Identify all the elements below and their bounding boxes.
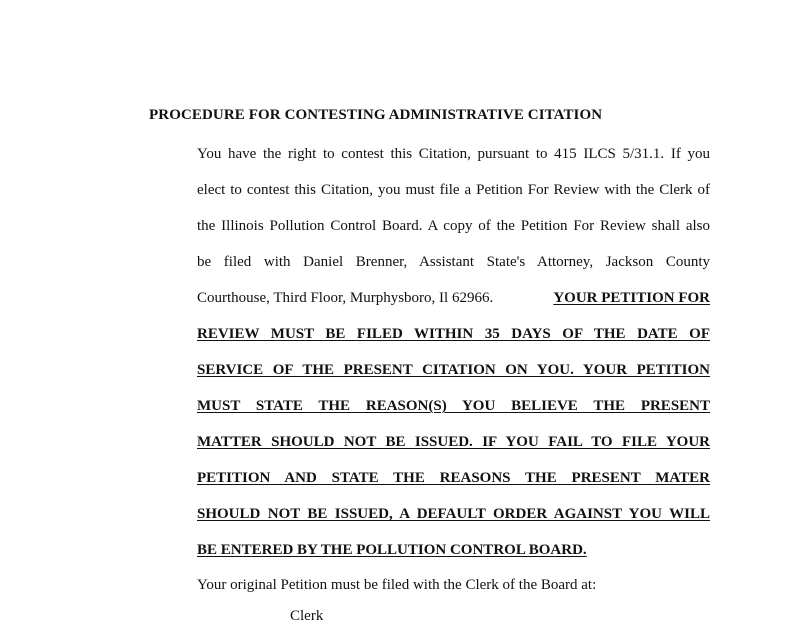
paragraph-line-1: You have the right to contest this Citation, pursuant to 415 ILCS 5/31.1. If you	[197, 146, 710, 162]
warning-line-1: REVIEW MUST BE FILED WITHIN 35 DAYS OF THE DATE OF	[197, 326, 710, 342]
warning-line-7: BE ENTERED BY THE POLLUTION CONTROL BOARD.	[197, 542, 587, 558]
warning-text-start: YOUR PETITION FOR	[553, 290, 710, 306]
paragraph-line-3: the Illinois Pollution Control Board. A copy of the Petition For Review shall also	[197, 218, 710, 234]
paragraph-line-4: be filed with Daniel Brenner, Assistant State's Attorney, Jackson County	[197, 254, 710, 270]
paragraph-line-5-plain: Courthouse, Third Floor, Murphysboro, Il 62966.	[197, 290, 494, 306]
closing-line: Your original Petition must be filed with the Clerk of the Board at:	[197, 577, 597, 593]
paragraph-line-2: elect to contest this Citation, you must file a Petition For Review with the Clerk of	[197, 182, 710, 198]
cut-off-line: Clerk	[290, 608, 324, 624]
section-heading: PROCEDURE FOR CONTESTING ADMINISTRATIVE CITATION	[149, 107, 603, 123]
warning-line-3: MUST STATE THE REASON(S) YOU BELIEVE THE PRESENT	[197, 398, 710, 414]
warning-line-5: PETITION AND STATE THE REASONS THE PRESENT MATER	[197, 470, 710, 486]
warning-line-2: SERVICE OF THE PRESENT CITATION ON YOU. YOUR PETITION	[197, 362, 710, 378]
warning-line-4: MATTER SHOULD NOT BE ISSUED. IF YOU FAIL TO FILE YOUR	[197, 434, 710, 450]
warning-line-6: SHOULD NOT BE ISSUED, A DEFAULT ORDER AGAINST YOU WILL	[197, 506, 710, 522]
paragraph-line-5	[197, 288, 710, 308]
